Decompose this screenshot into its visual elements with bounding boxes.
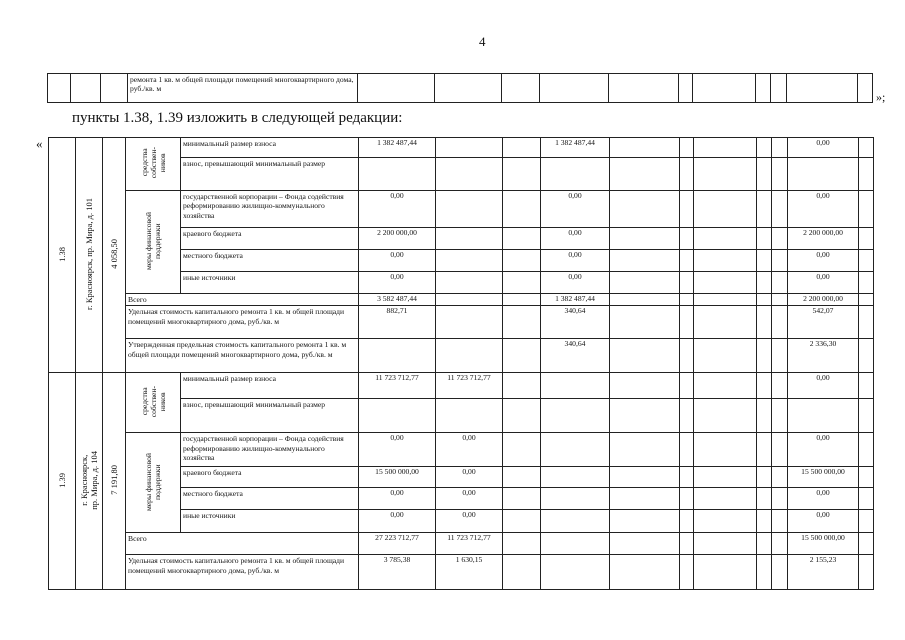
- item-number: [49, 138, 76, 373]
- value-cell: [859, 373, 874, 399]
- value-cell: 0,00: [788, 250, 859, 272]
- row-label-approved-cost: Утвержденная предельная стоимость капитального ремонта 1 кв. м общей площади помещений многоквартирного дома, руб./кв. м: [126, 339, 359, 373]
- value-cell: [757, 250, 772, 272]
- value-cell: [541, 555, 610, 590]
- value-cell: 0,00: [788, 272, 859, 294]
- value-cell: 15 500 000,00: [359, 467, 436, 488]
- value-cell: 2 336,30: [788, 339, 859, 373]
- value-cell: [610, 533, 680, 555]
- value-cell: [859, 294, 874, 306]
- value-cell: [859, 272, 874, 294]
- value-cell: 542,07: [788, 306, 859, 339]
- item-number-text: 1.39: [57, 472, 67, 488]
- value-cell: [772, 138, 788, 158]
- item-area: [103, 138, 126, 373]
- value-cell: 0,00: [359, 510, 436, 533]
- value-cell: [772, 488, 788, 510]
- value-cell: [757, 306, 772, 339]
- value-cell: 0,00: [788, 488, 859, 510]
- value-cell: 11 723 712,77: [436, 373, 503, 399]
- row-label-unit-cost: Удельная стоимость капитального ремонта 1 кв. м общей площади помещений многоквартирного дома, руб./кв. м: [126, 555, 359, 590]
- value-cell: [757, 272, 772, 294]
- value-cell: 0,00: [436, 510, 503, 533]
- closing-quote: »;: [876, 90, 886, 104]
- value-cell: [503, 138, 541, 158]
- empty-cell: [771, 74, 787, 103]
- value-cell: [610, 250, 680, 272]
- value-cell: [541, 533, 610, 555]
- value-cell: [503, 191, 541, 228]
- value-cell: [694, 294, 757, 306]
- row-label-min-fee: минимальный размер взноса: [181, 138, 359, 158]
- empty-cell: [756, 74, 771, 103]
- empty-cell: [358, 74, 435, 103]
- value-cell: [694, 250, 757, 272]
- value-cell: [772, 533, 788, 555]
- value-cell: [772, 294, 788, 306]
- value-cell: [694, 533, 757, 555]
- item-address: [76, 138, 103, 373]
- value-cell: 0,00: [359, 250, 436, 272]
- value-cell: [859, 533, 874, 555]
- value-cell: [788, 158, 859, 191]
- empty-cell: [435, 74, 502, 103]
- value-cell: [757, 488, 772, 510]
- value-cell: [757, 373, 772, 399]
- value-cell: [694, 510, 757, 533]
- value-cell: [680, 228, 694, 250]
- value-cell: 2 200 000,00: [359, 228, 436, 250]
- value-cell: [541, 488, 610, 510]
- value-cell: [757, 191, 772, 228]
- value-cell: [694, 339, 757, 373]
- row-label-over-min: взнос, превышающий минимальный размер: [181, 399, 359, 433]
- value-cell: 0,00: [541, 250, 610, 272]
- owners-funds-group: [126, 138, 181, 191]
- empty-cell: [858, 74, 873, 103]
- value-cell: 0,00: [436, 488, 503, 510]
- table-row: [49, 555, 874, 590]
- item-area-text: 7 191,80: [109, 465, 119, 496]
- empty-cell: [502, 74, 540, 103]
- value-cell: [680, 533, 694, 555]
- value-cell: [757, 467, 772, 488]
- value-cell: [694, 373, 757, 399]
- value-cell: [859, 433, 874, 467]
- item-number-text: 1.38: [57, 246, 67, 262]
- value-cell: [610, 272, 680, 294]
- value-cell: [680, 158, 694, 191]
- row-label-local: местного бюджета: [181, 488, 359, 510]
- value-cell: [436, 138, 503, 158]
- value-cell: [359, 158, 436, 191]
- value-cell: [436, 158, 503, 191]
- row-label-fund: государственной корпорации – Фонда содействия реформированию жилищно-коммунального хозяйства: [181, 191, 359, 228]
- value-cell: [757, 228, 772, 250]
- value-cell: [772, 158, 788, 191]
- row-label-fund: государственной корпорации – Фонда содействия реформированию жилищно-коммунального хозяйства: [181, 433, 359, 467]
- item-address: [76, 373, 103, 590]
- empty-cell: [71, 74, 101, 103]
- value-cell: [772, 250, 788, 272]
- value-cell: 0,00: [788, 373, 859, 399]
- value-cell: [757, 433, 772, 467]
- value-cell: [610, 339, 680, 373]
- item-address-text: г. Красноярск, пр. Мира, д. 101: [84, 198, 94, 310]
- value-cell: [694, 488, 757, 510]
- value-cell: [772, 306, 788, 339]
- value-cell: [859, 555, 874, 590]
- table-row: [49, 339, 874, 373]
- value-cell: [680, 373, 694, 399]
- value-cell: [680, 510, 694, 533]
- empty-cell: [693, 74, 756, 103]
- value-cell: 2 200 000,00: [788, 228, 859, 250]
- row-label-unit-cost: Удельная стоимость капитального ремонта 1 кв. м общей площади помещений многоквартирного дома, руб./кв. м: [126, 306, 359, 339]
- value-cell: [503, 488, 541, 510]
- value-cell: 11 723 712,77: [359, 373, 436, 399]
- row-label-total: Всего: [126, 533, 359, 555]
- value-cell: [788, 399, 859, 433]
- previous-table-fragment: [47, 73, 873, 103]
- value-cell: [436, 250, 503, 272]
- value-cell: [772, 555, 788, 590]
- capital-repair-table: [48, 137, 874, 590]
- opening-quote: «: [36, 136, 43, 151]
- value-cell: [436, 306, 503, 339]
- value-cell: [680, 294, 694, 306]
- value-cell: 2 155,23: [788, 555, 859, 590]
- value-cell: [694, 555, 757, 590]
- value-cell: [541, 158, 610, 191]
- value-cell: [610, 467, 680, 488]
- value-cell: [694, 467, 757, 488]
- value-cell: 0,00: [541, 228, 610, 250]
- value-cell: [503, 373, 541, 399]
- value-cell: [859, 510, 874, 533]
- item-area: [103, 373, 126, 590]
- value-cell: [772, 510, 788, 533]
- value-cell: [859, 306, 874, 339]
- value-cell: [610, 510, 680, 533]
- value-cell: 1 382 487,44: [359, 138, 436, 158]
- value-cell: [436, 191, 503, 228]
- value-cell: [503, 533, 541, 555]
- value-cell: [610, 191, 680, 228]
- owners-funds-group: [126, 373, 181, 433]
- empty-cell: [679, 74, 693, 103]
- value-cell: 3 785,38: [359, 555, 436, 590]
- value-cell: [694, 228, 757, 250]
- row-label-over-min: взнос, превышающий минимальный размер: [181, 158, 359, 191]
- value-cell: 0,00: [359, 433, 436, 467]
- value-cell: [694, 399, 757, 433]
- item-area-text: 4 058,50: [109, 239, 119, 269]
- value-cell: [503, 467, 541, 488]
- value-cell: [772, 191, 788, 228]
- row-label-local: местного бюджета: [181, 250, 359, 272]
- value-cell: [436, 294, 503, 306]
- value-cell: [694, 306, 757, 339]
- table-row: [49, 433, 874, 467]
- value-cell: [757, 399, 772, 433]
- value-cell: [359, 399, 436, 433]
- value-cell: 1 382 487,44: [541, 294, 610, 306]
- value-cell: [772, 433, 788, 467]
- value-cell: [680, 433, 694, 467]
- value-cell: [503, 250, 541, 272]
- value-cell: 0,00: [359, 488, 436, 510]
- owners-funds-group-text: средства собствен- ников: [139, 386, 167, 418]
- value-cell: [541, 467, 610, 488]
- table-row: [49, 533, 874, 555]
- item-address-text: г. Красноярск, пр. Мира, д. 104: [79, 450, 99, 510]
- table-row: [49, 294, 874, 306]
- value-cell: [503, 510, 541, 533]
- row-label-regional: краевого бюджета: [181, 467, 359, 488]
- value-cell: [610, 433, 680, 467]
- page-number: 4: [479, 34, 486, 49]
- value-cell: [757, 510, 772, 533]
- value-cell: [610, 555, 680, 590]
- value-cell: [503, 555, 541, 590]
- value-cell: 0,00: [788, 510, 859, 533]
- value-cell: [772, 272, 788, 294]
- value-cell: [436, 228, 503, 250]
- value-cell: [859, 138, 874, 158]
- value-cell: [503, 339, 541, 373]
- value-cell: [503, 306, 541, 339]
- value-cell: 3 582 487,44: [359, 294, 436, 306]
- value-cell: 0,00: [436, 467, 503, 488]
- table-row: [49, 138, 874, 158]
- value-cell: [859, 250, 874, 272]
- owners-funds-group-text: средства собствен- ников: [139, 147, 167, 179]
- value-cell: [772, 467, 788, 488]
- value-cell: [610, 228, 680, 250]
- value-cell: 0,00: [359, 272, 436, 294]
- value-cell: 0,00: [541, 272, 610, 294]
- value-cell: [610, 306, 680, 339]
- value-cell: [610, 294, 680, 306]
- value-cell: [757, 533, 772, 555]
- value-cell: [680, 399, 694, 433]
- empty-cell: [48, 74, 71, 103]
- value-cell: 1 630,15: [436, 555, 503, 590]
- value-cell: [757, 555, 772, 590]
- value-cell: [694, 138, 757, 158]
- value-cell: [436, 339, 503, 373]
- value-cell: 15 500 000,00: [788, 467, 859, 488]
- value-cell: 0,00: [788, 433, 859, 467]
- value-cell: [359, 339, 436, 373]
- value-cell: [680, 467, 694, 488]
- value-cell: 340,64: [541, 339, 610, 373]
- value-cell: [610, 138, 680, 158]
- value-cell: [859, 488, 874, 510]
- value-cell: [694, 191, 757, 228]
- row-label: ремонта 1 кв. м общей площади помещений многоквартирного дома, руб./кв. м: [128, 74, 358, 103]
- value-cell: [772, 339, 788, 373]
- value-cell: [694, 433, 757, 467]
- value-cell: [503, 294, 541, 306]
- table-row: [49, 373, 874, 399]
- value-cell: [680, 138, 694, 158]
- value-cell: 0,00: [788, 138, 859, 158]
- value-cell: [859, 339, 874, 373]
- financial-support-group-text: меры финансовой поддержки: [144, 211, 162, 270]
- row-label-min-fee: минимальный размер взноса: [181, 373, 359, 399]
- value-cell: [541, 399, 610, 433]
- value-cell: [610, 373, 680, 399]
- row-label-other: иные источники: [181, 272, 359, 294]
- value-cell: 0,00: [436, 433, 503, 467]
- value-cell: [859, 467, 874, 488]
- row-label-total: Всего: [126, 294, 359, 306]
- value-cell: [694, 158, 757, 191]
- value-cell: [772, 399, 788, 433]
- value-cell: [772, 373, 788, 399]
- financial-support-group-text: меры финансовой поддержки: [144, 452, 162, 511]
- item-number: [49, 373, 76, 590]
- value-cell: 1 382 487,44: [541, 138, 610, 158]
- value-cell: 340,64: [541, 306, 610, 339]
- value-cell: [859, 399, 874, 433]
- value-cell: [757, 294, 772, 306]
- value-cell: [680, 272, 694, 294]
- value-cell: [757, 158, 772, 191]
- value-cell: [680, 250, 694, 272]
- value-cell: [610, 399, 680, 433]
- financial-support-group: [126, 433, 181, 533]
- value-cell: [772, 228, 788, 250]
- value-cell: [859, 191, 874, 228]
- value-cell: [503, 228, 541, 250]
- value-cell: [680, 339, 694, 373]
- value-cell: [680, 191, 694, 228]
- empty-cell: [101, 74, 128, 103]
- value-cell: [610, 158, 680, 191]
- value-cell: [859, 158, 874, 191]
- value-cell: [757, 138, 772, 158]
- value-cell: [541, 433, 610, 467]
- table-row: [49, 191, 874, 228]
- value-cell: 15 500 000,00: [788, 533, 859, 555]
- value-cell: [503, 272, 541, 294]
- empty-cell: [540, 74, 609, 103]
- value-cell: 882,71: [359, 306, 436, 339]
- value-cell: [610, 488, 680, 510]
- value-cell: [436, 399, 503, 433]
- row-label-regional: краевого бюджета: [181, 228, 359, 250]
- value-cell: 0,00: [359, 191, 436, 228]
- value-cell: 11 723 712,77: [436, 533, 503, 555]
- value-cell: 27 223 712,77: [359, 533, 436, 555]
- table-row: [49, 306, 874, 339]
- value-cell: [757, 339, 772, 373]
- value-cell: [503, 158, 541, 191]
- value-cell: 0,00: [541, 191, 610, 228]
- value-cell: [859, 228, 874, 250]
- value-cell: 2 200 000,00: [788, 294, 859, 306]
- value-cell: [680, 306, 694, 339]
- value-cell: 0,00: [788, 191, 859, 228]
- row-label-other: иные источники: [181, 510, 359, 533]
- value-cell: [503, 399, 541, 433]
- value-cell: [436, 272, 503, 294]
- value-cell: [541, 510, 610, 533]
- value-cell: [503, 433, 541, 467]
- value-cell: [680, 555, 694, 590]
- financial-support-group: [126, 191, 181, 294]
- amendment-heading: пункты 1.38, 1.39 изложить в следующей редакции:: [72, 110, 403, 126]
- value-cell: [680, 488, 694, 510]
- empty-cell: [787, 74, 858, 103]
- empty-cell: [609, 74, 679, 103]
- value-cell: [541, 373, 610, 399]
- value-cell: [694, 272, 757, 294]
